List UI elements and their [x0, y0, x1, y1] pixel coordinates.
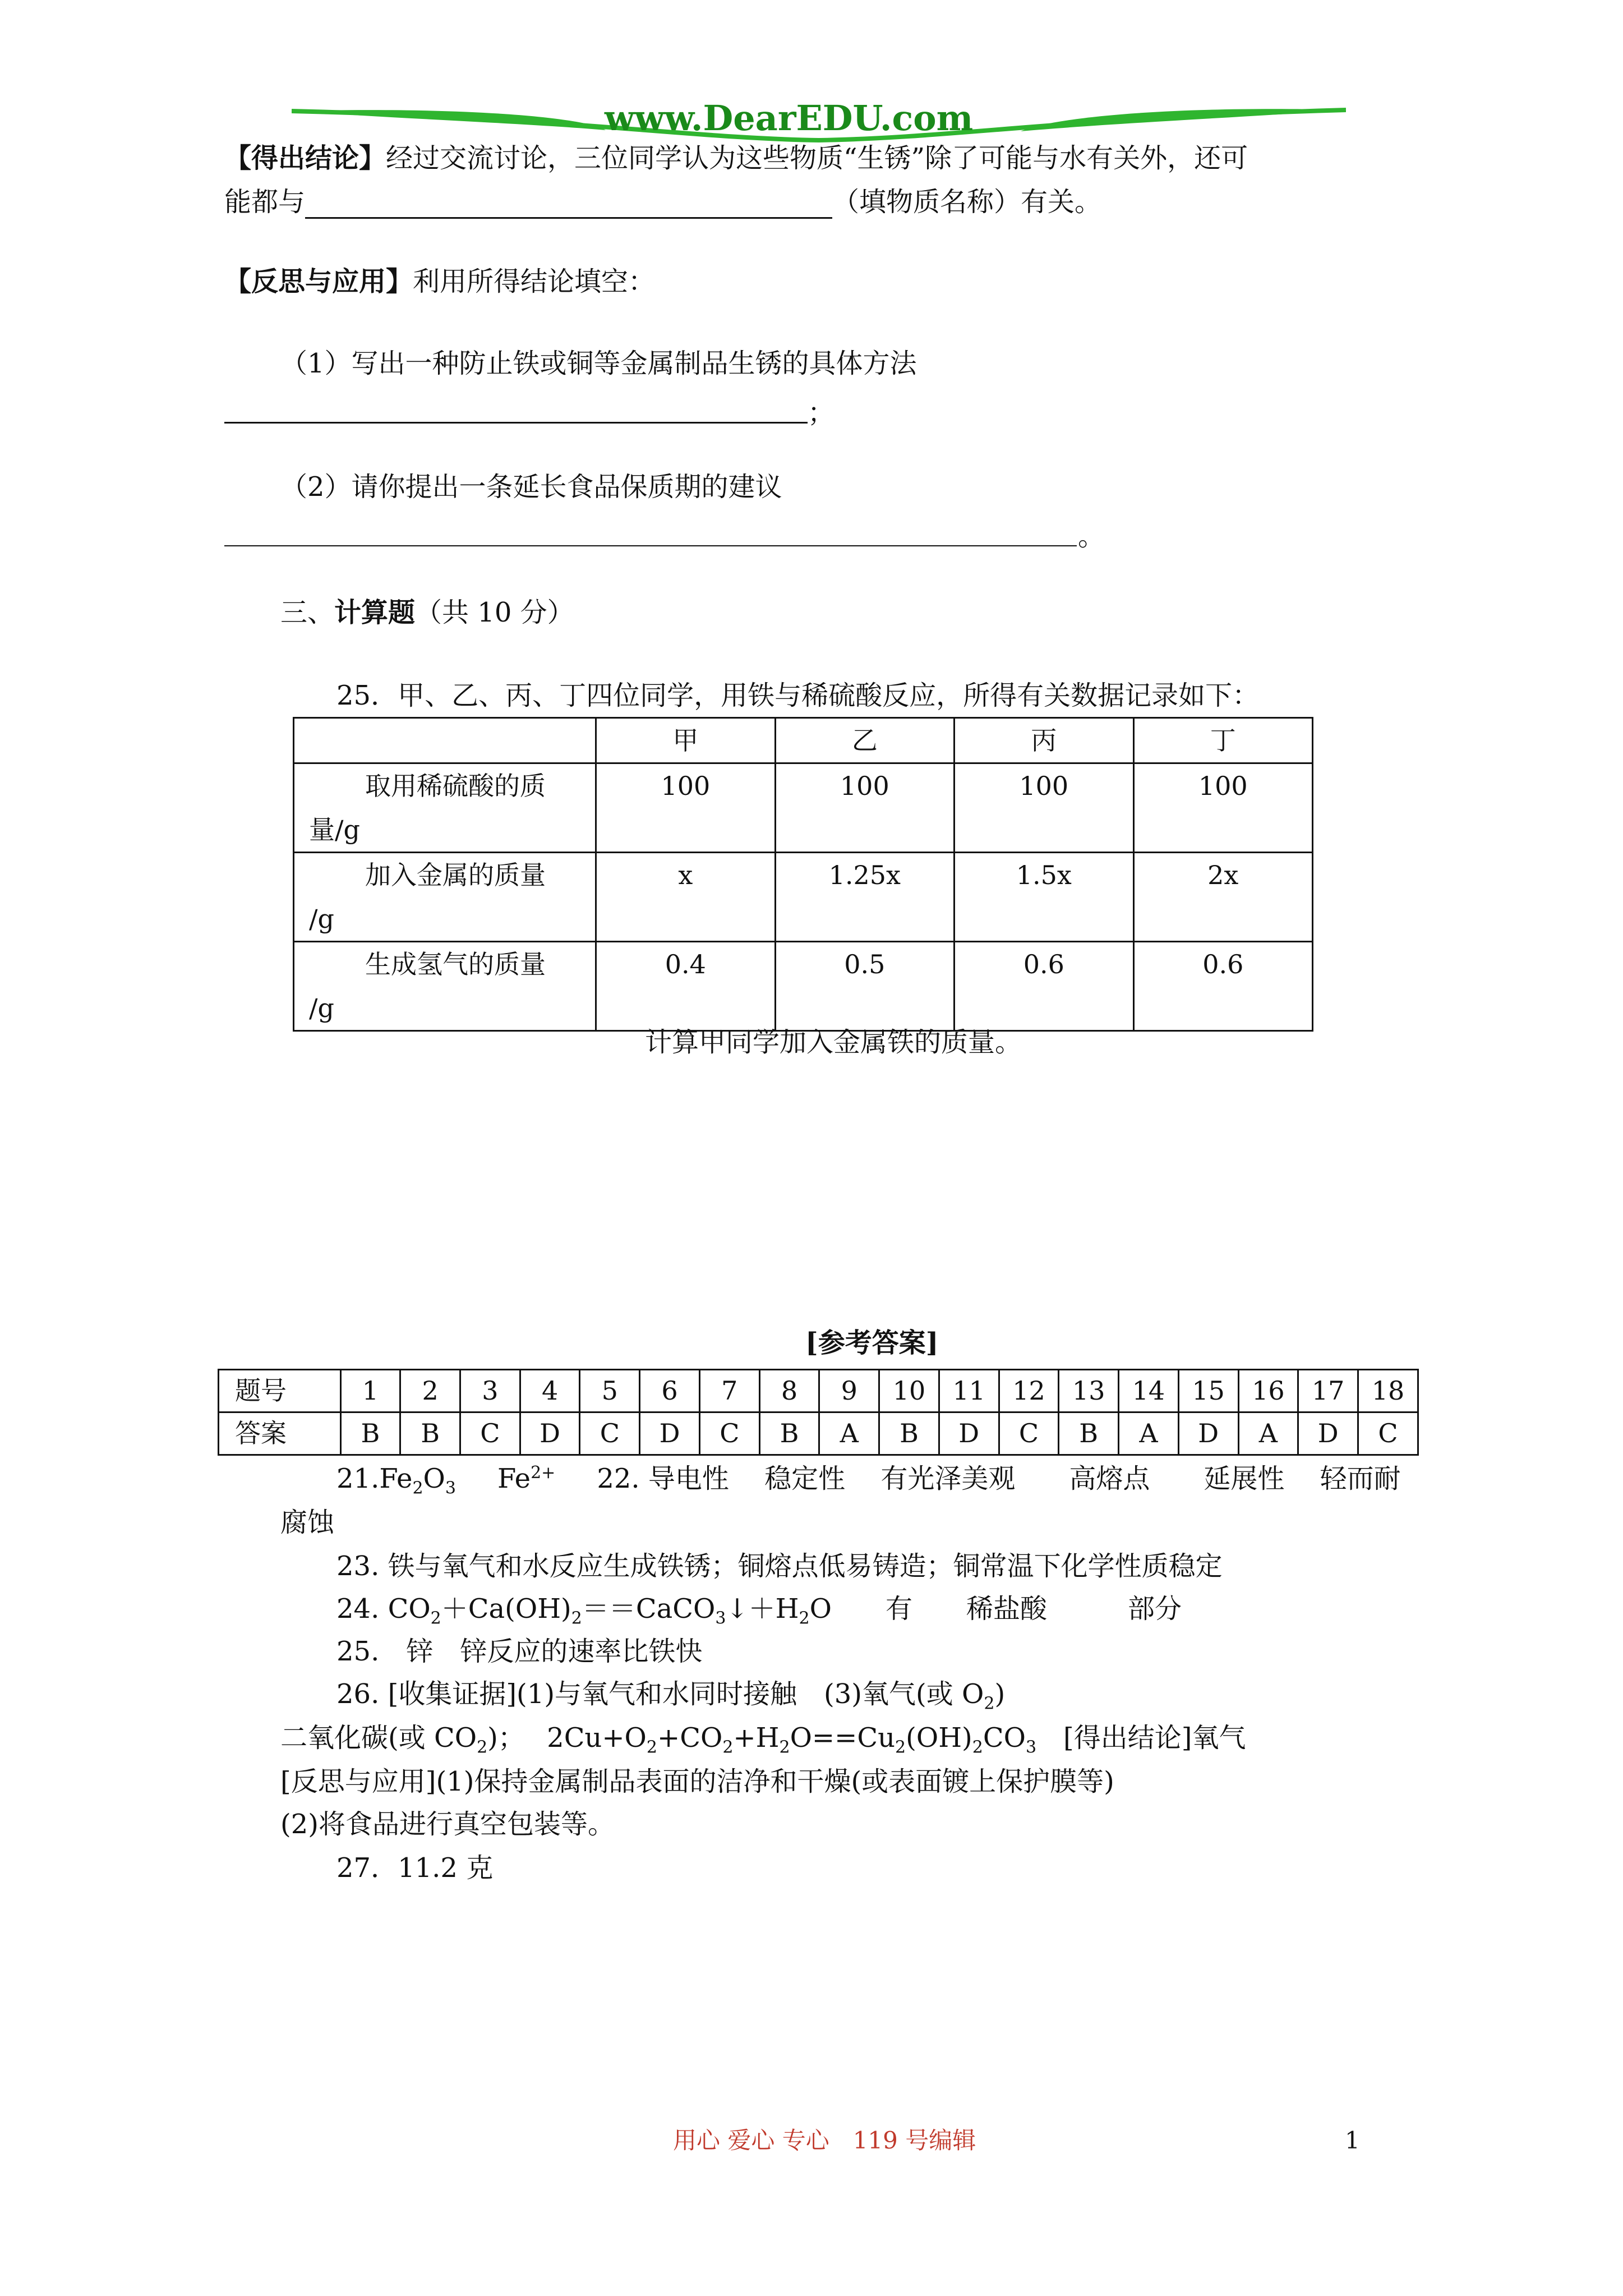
answer-letter-cell: A — [1119, 1412, 1179, 1455]
table-cell: 100 — [955, 763, 1133, 853]
header-cell: 丁 — [1133, 718, 1312, 763]
answer-26-line-3: [反思与应用](1)保持金属制品表面的洁净和干燥(或表面镀上保护膜等) — [280, 1766, 1114, 1797]
answer-number-cell: 17 — [1298, 1370, 1358, 1412]
reflection-q1-blank[interactable] — [224, 422, 808, 424]
reflection-q1-end: ； — [808, 397, 835, 429]
problem-25-table — [293, 717, 1313, 1032]
answers-table — [218, 1369, 1419, 1456]
answer-letter-cell: D — [939, 1412, 999, 1455]
answer-number-cell: 4 — [520, 1370, 580, 1412]
answer-letter-cell: D — [520, 1412, 580, 1455]
answer-number-cell: 12 — [999, 1370, 1059, 1412]
table-cell: 2x — [1133, 853, 1312, 942]
answer-number-cell: 15 — [1178, 1370, 1238, 1412]
table-header-row — [294, 718, 1313, 763]
row-label: 生成氢气的质量 /g — [294, 942, 596, 1031]
answer-25: 25. 锌 锌反应的速率比铁快 — [336, 1636, 703, 1667]
answer-number-cell: 6 — [640, 1370, 700, 1412]
answer-24: 24. $CO_2+Ca(OH)_2==CaCO_3↓+H_2O$ 有 稀盐酸 部分 — [336, 1593, 1182, 1628]
answer-letter-cell: C — [460, 1412, 520, 1455]
table-cell: 0.4 — [596, 942, 775, 1031]
conclusion-blank[interactable] — [305, 191, 832, 219]
answer-letter-cell: D — [1298, 1412, 1358, 1455]
table-cell: 0.6 — [955, 942, 1133, 1031]
row-label: 加入金属的质量 /g — [294, 853, 596, 942]
conclusion-prefix: 能都与 — [224, 186, 306, 218]
reflection-heading — [224, 265, 655, 298]
reflection-q2-blank[interactable] — [224, 545, 1077, 546]
header-cell: 乙 — [775, 718, 955, 763]
answers-title: [参考答案] — [805, 1327, 939, 1359]
table-cell: 0.6 — [1133, 942, 1312, 1031]
logo-text: www.DearEDU.com — [605, 98, 974, 139]
problem-25-question: 计算甲同学加入金属铁的质量。 — [645, 1027, 1022, 1058]
reflection-intro: 利用所得结论填空： — [413, 266, 656, 297]
answer-letter-cell: B — [759, 1412, 819, 1455]
section-3-heading — [280, 596, 574, 629]
answer-letter-cell: A — [819, 1412, 879, 1455]
answer-number-cell: 10 — [879, 1370, 939, 1412]
answer-21-22: $21.Fe_2O_3$ $Fe^{2+}$ 22. 导电性 稳定性 有光泽美观 高熔点 延展性 轻而耐 — [336, 1463, 1401, 1498]
answers-letter-row — [219, 1412, 1418, 1455]
answer-23: 23. 铁与氧气和水反应生成铁锈；铜熔点低易铸造；铜常温下化学性质稳定 — [336, 1550, 1223, 1582]
answers-number-row — [219, 1370, 1418, 1412]
header-cell: 丙 — [955, 718, 1133, 763]
answer-27: 27．11.2 克 — [336, 1852, 494, 1884]
answer-26-line-2: 二氧化碳(或 $CO_2$)； $2Cu+O_2+CO_2+H_2O==Cu_2(OH)_2CO_3$ [得出结论]氧气 — [280, 1722, 1246, 1757]
answer-letter-cell: C — [1358, 1412, 1418, 1455]
table-cell: x — [596, 853, 775, 942]
answer-number-cell: 8 — [759, 1370, 819, 1412]
answer-letter-cell: B — [879, 1412, 939, 1455]
table-row — [294, 942, 1313, 1031]
problem-25-stem: 25．甲、乙、丙、丁四位同学，用铁与稀硫酸反应，所得有关数据记录如下： — [336, 680, 1260, 711]
answer-letter-cell: C — [999, 1412, 1059, 1455]
answer-number-cell: 18 — [1358, 1370, 1418, 1412]
answer-number-cell: 7 — [699, 1370, 759, 1412]
row-label: 取用稀硫酸的质 量/g — [294, 763, 596, 853]
answers-row-label: 题号 — [219, 1370, 341, 1412]
reflection-q1: （1）写出一种防止铁或铜等金属制品生锈的具体方法 — [280, 348, 917, 379]
answers-row-label: 答案 — [219, 1412, 341, 1455]
answer-number-cell: 9 — [819, 1370, 879, 1412]
page-number: 1 — [1345, 2127, 1360, 2154]
answer-number-cell: 14 — [1119, 1370, 1179, 1412]
answer-number-cell: 1 — [340, 1370, 400, 1412]
section-3-score: （共 10 分） — [415, 597, 574, 628]
table-row — [294, 763, 1313, 853]
conclusion-line-2 — [224, 185, 1101, 219]
footer-text: 用心 爱心 专心 119 号编辑 — [673, 2127, 976, 2154]
table-cell: 100 — [775, 763, 955, 853]
answer-letter-cell: C — [699, 1412, 759, 1455]
conclusion-suffix: （填物质名称）有关。 — [832, 186, 1102, 218]
table-cell: 100 — [596, 763, 775, 853]
header-cell-empty — [294, 718, 596, 763]
header-cell: 甲 — [596, 718, 775, 763]
answer-letter-cell: B — [1059, 1412, 1119, 1455]
answer-22-continued: 腐蚀 — [280, 1507, 335, 1538]
table-row — [294, 853, 1313, 942]
table-cell: 1.5x — [955, 853, 1133, 942]
answer-letter-cell: B — [340, 1412, 400, 1455]
table-cell: 1.25x — [775, 853, 955, 942]
section-3-title: 计算题 — [334, 597, 416, 628]
answer-letter-cell: D — [640, 1412, 700, 1455]
answer-26-line-1: 26. [收集证据](1)与氧气和水同时接触 (3)氧气(或 $O_2$) — [336, 1678, 1006, 1714]
answer-number-cell: 16 — [1238, 1370, 1298, 1412]
reflection-tag: 【反思与应用】 — [224, 266, 413, 297]
reflection-q2: （2）请你提出一条延长食品保质期的建议 — [280, 471, 782, 503]
section-3-prefix: 三、 — [280, 597, 335, 628]
answer-number-cell: 3 — [460, 1370, 520, 1412]
answer-number-cell: 2 — [400, 1370, 460, 1412]
answer-number-cell: 13 — [1059, 1370, 1119, 1412]
table-cell: 0.5 — [775, 942, 955, 1031]
answer-letter-cell: A — [1238, 1412, 1298, 1455]
table-cell: 100 — [1133, 763, 1312, 853]
answer-letter-cell: B — [400, 1412, 460, 1455]
reflection-q2-end: 。 — [1078, 521, 1105, 552]
conclusion-tag: 【得出结论】 — [224, 142, 386, 174]
answer-letter-cell: D — [1178, 1412, 1238, 1455]
answer-number-cell: 11 — [939, 1370, 999, 1412]
answer-number-cell: 5 — [580, 1370, 640, 1412]
answer-letter-cell: C — [580, 1412, 640, 1455]
conclusion-line-1 — [224, 141, 1248, 175]
answer-26-line-4: (2)将食品进行真空包装等。 — [280, 1809, 615, 1840]
conclusion-text: 经过交流讨论，三位同学认为这些物质“生锈”除了可能与水有关外，还可 — [386, 142, 1248, 174]
